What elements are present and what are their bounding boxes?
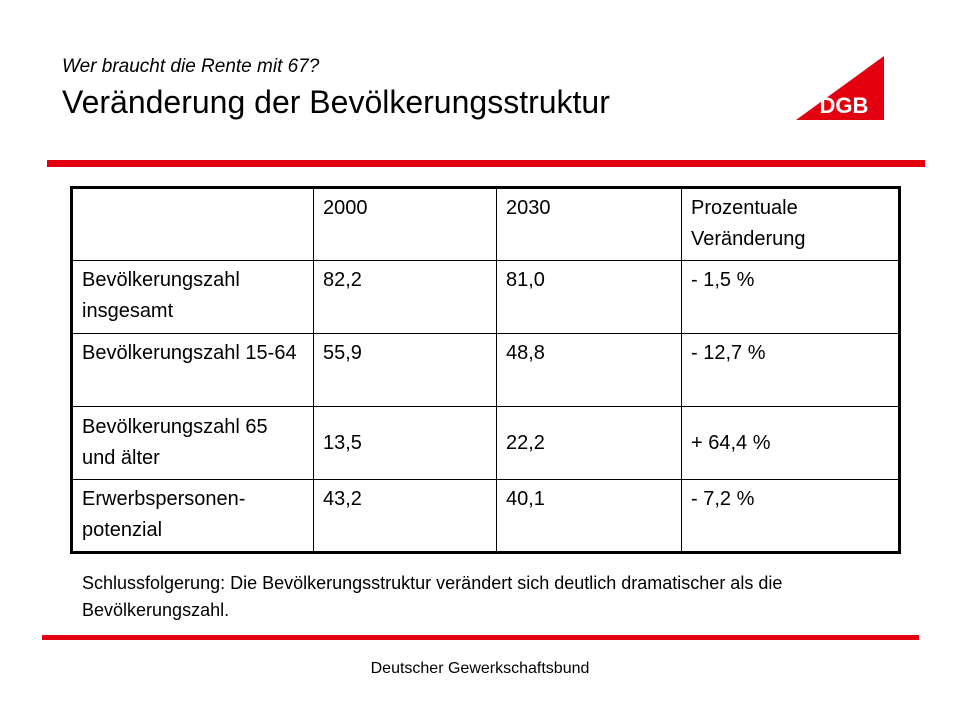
table-header-row xyxy=(72,188,900,261)
bottom-divider xyxy=(42,635,919,640)
value-2000: 13,5 xyxy=(314,407,497,480)
table-row xyxy=(72,480,900,553)
value-change: - 7,2 % xyxy=(682,480,900,553)
row-label: Bevölkerungszahl insgesamt xyxy=(72,261,314,334)
row-label: Bevölkerungszahl 65 und älter xyxy=(72,407,314,480)
value-2000: 43,2 xyxy=(314,480,497,553)
row-label: Bevölkerungszahl 15-64 xyxy=(72,334,314,407)
value-2000: 82,2 xyxy=(314,261,497,334)
value-2030: 40,1 xyxy=(497,480,682,553)
value-change: - 1,5 % xyxy=(682,261,900,334)
slide-subtitle: Wer braucht die Rente mit 67? xyxy=(62,56,320,77)
population-table xyxy=(70,186,901,554)
slide-title: Veränderung der Bevölkerungsstruktur xyxy=(62,84,610,120)
footer-text: Deutscher Gewerkschaftsbund xyxy=(370,660,590,677)
table-row xyxy=(72,261,900,334)
row-label: Erwerbspersonen-potenzial xyxy=(72,480,314,553)
value-2030: 81,0 xyxy=(497,261,682,334)
header-cell-empty xyxy=(72,188,314,261)
value-change: - 12,7 % xyxy=(682,334,900,407)
logo-text: DGB xyxy=(819,93,869,118)
header-cell-2000: 2000 xyxy=(314,188,497,261)
top-divider xyxy=(47,160,925,167)
value-2030: 22,2 xyxy=(497,407,682,480)
conclusion-text: Schlussfolgerung: Die Bevölkerungsstruktur verändert sich deutlich dramatischer als die Bevölkerungszahl. xyxy=(82,573,783,620)
header-cell-2030: 2030 xyxy=(497,188,682,261)
value-2030: 48,8 xyxy=(497,334,682,407)
header-cell-change: Prozentuale Veränderung xyxy=(682,188,900,261)
value-change: + 64,4 % xyxy=(682,407,900,480)
table-row xyxy=(72,334,900,407)
dgb-logo xyxy=(796,56,884,120)
value-2000: 55,9 xyxy=(314,334,497,407)
table-row xyxy=(72,407,900,480)
